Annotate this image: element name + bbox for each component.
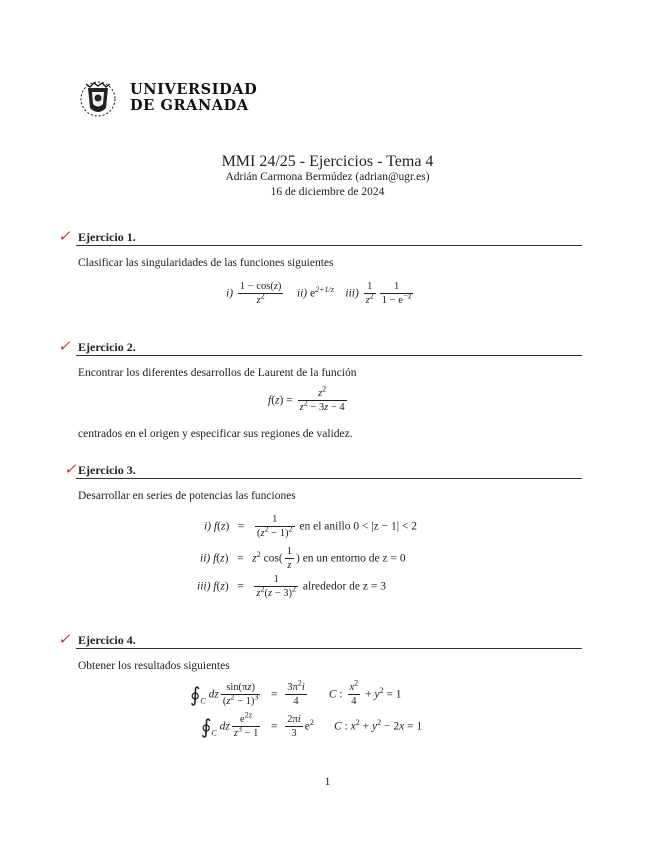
section-rule xyxy=(76,355,582,356)
check-mark-icon: ✓ xyxy=(58,229,71,245)
exercise-2-text: Encontrar los diferentes desarrollos de Laurent de la función xyxy=(78,367,357,379)
exercise-3-text: Desarrollar en series de potencias las funciones xyxy=(78,490,296,502)
university-name-line2: DE GRANADA xyxy=(130,97,249,114)
check-mark-icon: ✓ xyxy=(58,632,71,648)
exercise-1-formula: i) $\frac{1 - \cos(z)}{z^2}$ ii) $e^{2+1/z}$ iii) $\frac{1}{z^2}$ $\frac{1}{1 - e^{-z}}$ xyxy=(226,281,412,306)
exercise-2-formula: f(z) = $\frac{z^2}{z^2 - 3z - 4}$ xyxy=(268,384,345,413)
exercise-2-text-after: centrados en el origen y especificar sus regiones de validez. xyxy=(78,428,353,440)
section-rule xyxy=(76,478,582,479)
document-author: Adrián Carmona Bermúdez (adrian@ugr.es) xyxy=(225,171,430,183)
exercise-2-heading: Ejercicio 2. xyxy=(78,340,136,354)
document-title: MMI 24/25 - Ejercicios - Tema 4 xyxy=(221,153,434,170)
check-mark-icon: ✓ xyxy=(58,339,71,355)
exercise-4-text: Obtener los resultados siguientes xyxy=(78,660,230,672)
exercise-4-integral-2: $∮_C$ dz $\frac{e^{2z}}{z^3 - 1}$ = $\frac{2\pi i}{3}$ $e^2$ C : $x^2 + y^2 - 2x = 1$ xyxy=(201,710,423,739)
exercise-3-formula-3: iii) f(z) = $\frac{1}{z^2(z - 3)^2}$ alrededor de z = 3 xyxy=(197,574,387,599)
check-mark-icon: ✓ xyxy=(64,462,77,478)
page-number: 1 xyxy=(324,776,331,788)
exercise-3-condition-1: en el anillo 0 < |z − 1| < 2 xyxy=(299,520,418,533)
document-date: 16 de diciembre de 2024 xyxy=(270,186,385,198)
exercise-4-integral-1: $∮_C$ dz $\frac{\sin(\pi z)}{(z^2 - 1)^3}$ = $\frac{3\pi^2i}{4}$ C : $\frac{x^2}{4}$ + $y^2 = 1$ xyxy=(190,678,402,707)
exercise-3-heading: Ejercicio 3. xyxy=(78,463,136,477)
exercise-3-condition-2: en un entorno de z = 0 xyxy=(302,552,406,565)
section-rule xyxy=(76,648,582,649)
exercise-4-heading: Ejercicio 4. xyxy=(78,633,136,647)
university-name-line1: UNIVERSIDAD xyxy=(130,81,258,98)
section-rule xyxy=(76,245,582,246)
university-seal-icon xyxy=(76,78,124,120)
exercise-3-formula-2: ii) $f(z) = z^2$ cos( $\frac{1}{z}$ ) en un entorno de z = 0 xyxy=(200,546,406,571)
university-logo xyxy=(76,78,258,118)
exercise-1-heading: Ejercicio 1. xyxy=(78,230,136,244)
exercise-1-text: Clasificar las singularidades de las funciones siguientes xyxy=(78,257,334,269)
exercise-3-formula-1: i) f(z) = $\frac{1}{(z^2 - 1)^2}$ en el anillo 0 < |z − 1| < 2 xyxy=(204,514,418,539)
exercise-3-condition-3: alrededor de z = 3 xyxy=(302,580,387,593)
